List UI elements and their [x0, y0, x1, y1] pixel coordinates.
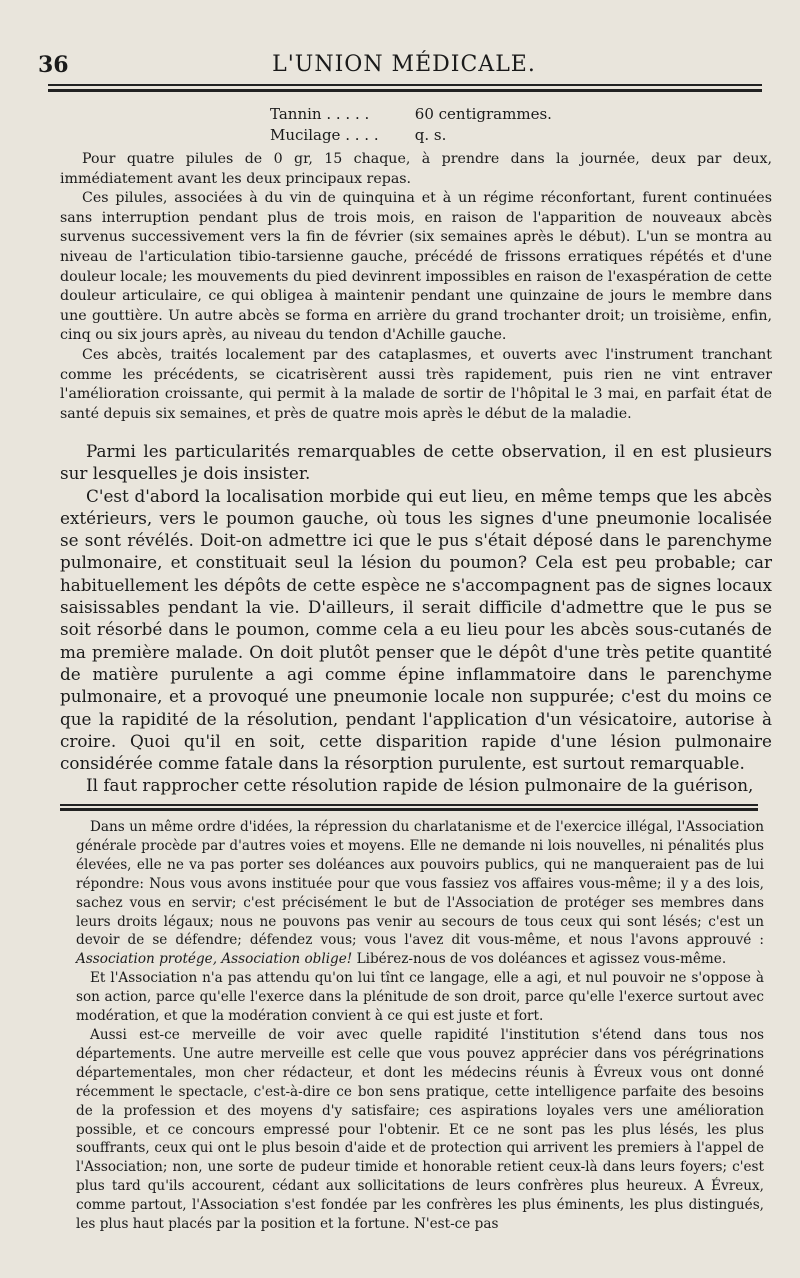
header-rule-thick	[48, 89, 762, 92]
feuilleton-separator-thin	[60, 804, 758, 806]
discussion-section	[60, 440, 772, 797]
formula-row	[270, 125, 552, 146]
feuilleton-section	[76, 818, 764, 1234]
header-rule-thin	[48, 84, 762, 86]
formula-ingredient: Tannin . . . . .	[270, 105, 370, 123]
case-paragraph: Ces abcès, traités localement par des cataplasmes, et ouverts avec l'instrument tranchant comme les précédents, se cicatrisèrent aussi très rapidement, puis rien ne vint entraver l'amélioration croissante, qui permit à la malade de sortir de l'hôpital le 3 mai, en parfait état de santé depuis six semaines, et près de quatre mois après le début de la maladie.	[60, 346, 772, 422]
formula-dose: q. s.	[414, 126, 447, 144]
formula-dose: 60 centigrammes.	[414, 105, 552, 123]
body-paragraph: Il faut rapprocher cette résolution rapide de lésion pulmonaire de la guérison,	[86, 775, 754, 796]
feuilleton-separator-thick	[60, 808, 758, 811]
body-paragraph: Parmi les particularités remarquables de cette observation, il en est plusieurs sur lesquelles je dois insister.	[60, 441, 772, 484]
prescription-formula	[270, 104, 552, 146]
feuilleton-paragraph: Aussi est-ce merveille de voir avec quelle rapidité l'institution s'étend dans tous nos départements. Une autre merveille est celle que vous pouvez apprécier dans vos pérégrinations départementales, mon cher rédacteur, et dont les médecins réunis à Évreux vous ont donné récemment le spectacle, c'est-à-dire ce bon sens pratique, cette intelligence parfaite des besoins de la profession et des moyens d'y satisfaire; ces aspirations loyales vers une amélioration possible, et ce concours empressé pour l'obtenir. Et ce ne sont pas les plus lésés, les plus souffrants, ceux qui ont le plus besoin d'aide et de protection qui arrivent les premiers à l'appel de l'Association; non, une sorte de pudeur timide et honorable retient ceux-là dans leurs foyers; c'est plus tard qu'ils accourent, cédant aux sollicitations de leurs confrères plus heureux. A Évreux, comme partout, l'Association s'est fondée par les confrères les plus éminents, les plus distingués, les plus haut placés par la position et la fortune. N'est-ce pas	[76, 1026, 764, 1233]
page-header	[38, 52, 770, 84]
formula-ingredient: Mucilage . . . .	[270, 126, 379, 144]
journal-title: L'UNION MÉDICALE.	[272, 52, 536, 77]
association-motto: Association protége, Association oblige!	[76, 951, 353, 968]
formula-row	[270, 104, 552, 125]
case-paragraph: Pour quatre pilules de 0 gr, 15 chaque, à prendre dans la journée, deux par deux, immédiatement avant les deux principaux repas.	[60, 151, 772, 187]
case-report-section	[60, 150, 772, 424]
body-paragraph: C'est d'abord la localisation morbide qui eut lieu, en même temps que les abcès extérieurs, vers le poumon gauche, où tous les signes d'une pneumonie localisée se sont révélés. Doit-on admettre ici que le pus s'était déposé dans le parenchyme pulmonaire, et constituait seul la lésion du poumon? Cela est peu probable; car habituellement les dépôts de cette espèce ne s'accompagnent pas de signes locaux saisissables pendant la vie. D'ailleurs, il serait difficile d'admettre que le pus se soit résorbé dans le poumon, comme cela a eu lieu pour les abcès sous-cutanés de ma première malade. On doit plutôt penser que le dépôt d'une très petite quantité de matière purulente a agi comme épine inflammatoire dans le parenchyme pulmonaire, et a provoqué une pneumonie locale non suppurée; c'est du moins ce que la rapidité de la résolution, pendant l'application d'un vésicatoire, autorise à croire. Quoi qu'il en soit, cette disparition rapide d'une lésion pulmonaire considérée comme fatale dans la résorption purulente, est surtout remarquable.	[60, 485, 772, 774]
feuilleton-text: Libérez-nous de vos doléances et agissez vous-même.	[356, 951, 727, 968]
feuilleton-paragraph	[76, 818, 764, 969]
case-paragraph: Ces pilules, associées à du vin de quinquina et à un régime réconfortant, furent continuées sans interruption pendant plus de trois mois, en raison de l'apparition de nouveaux abcès survenus successivement vers la fin de février (six semaines après le début). L'un se montra au niveau de l'articulation tibio-tarsienne gauche, précédé de frissons erratiques répétés et d'une douleur locale; les mouvements du pied devinrent impossibles en raison de l'exaspération de cette douleur articulaire, ce qui obligea à maintenir pendant une quinzaine de jours le membre dans une gouttière. Un autre abcès se forma en arrière du grand trochanter droit; un troisième, enfin, cinq ou six jours après, au niveau du tendon d'Achille gauche.	[60, 190, 772, 344]
page-number: 36	[38, 52, 69, 78]
feuilleton-paragraph: Et l'Association n'a pas attendu qu'on lui tînt ce langage, elle a agi, et nul pouvoir ne s'oppose à son action, parce qu'elle l'exerce dans la plénitude de son droit, parce qu'elle l'exerce surtout avec modération, et que la modération convient à ce qui est juste et fort.	[76, 970, 764, 1025]
feuilleton-text: Dans un même ordre d'idées, la répression du charlatanisme et de l'exercice illégal, l'Association générale procède par d'autres voies et moyens. Elle ne demande ni lois nouvelles, ni pénalités plus élevées, elle ne va pas porter ses doléances aux pouvoirs publics, qui ne manqueraient pas de lui répondre: Nous vous avons instituée pour que vous fassiez vos affaires vous-même; il y a des lois, sachez vous en servir; c'est précisément le but de l'Association de protéger ses membres dans leurs droits légaux; nous ne pouvons pas venir au secours de tous ceux qui sont lésés; c'est un devoir de se défendre; défendez vous; vous l'avez dit vous-même, et nous l'avons approuvé :	[76, 819, 764, 949]
